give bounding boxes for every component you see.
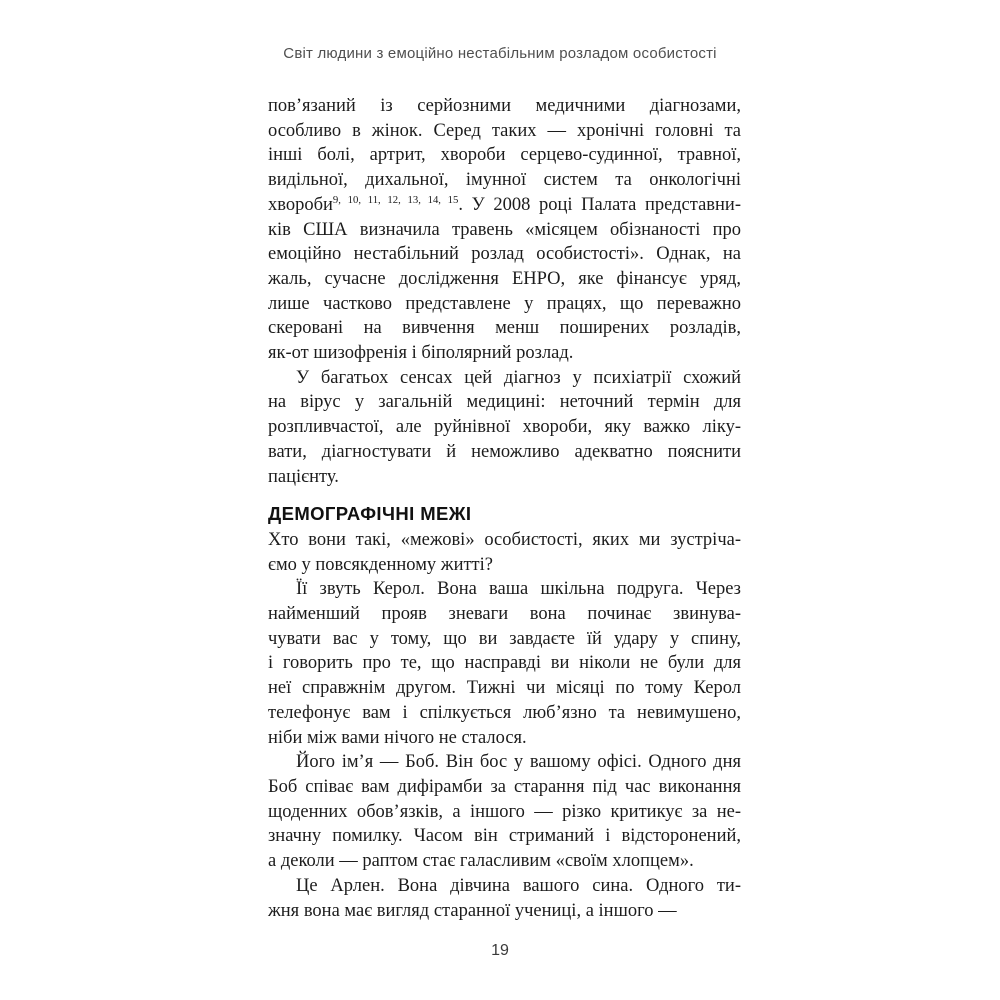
text-line: жаль, сучасне дослідження ЕНРО, яке фінансує уряд, [268,268,741,289]
text-line: Його ім’я — Боб. Він бос у вашому офісі. Одного дня [296,752,741,773]
section-heading: ДЕМОГРАФІЧНІ МЕЖІ [268,503,472,525]
page-number: 19 [491,942,509,959]
text-line: скеровані на вивчення менш поширених розладів, [268,318,741,339]
text-line: емоційно нестабільний розлад особистості». Однак, на [268,244,741,265]
text-line: ємо у повсякденному житті? [268,554,493,575]
text-line: Її звуть Керол. Вона ваша шкільна подруга. Через [296,579,741,600]
text-line: вати, діагностувати й неможливо адекватно пояснити [268,441,741,462]
text-line: особливо в жінок. Серед таких — хронічні головні та [268,120,741,141]
text-line: як-от шизофренія і біполярний розлад. [268,343,574,364]
text-block [268,94,741,923]
text-line: розпливчастої, але руйнівної хвороби, яку важко ліку- [268,417,741,438]
text-line: хвороби$^{9, 10, 11, 12, 13, 14, 15}$. У 2008 році Палата представни- [268,193,741,215]
text-line: інші болі, артрит, хвороби серцево-судинної, травної, [268,145,741,166]
paragraph [268,366,741,490]
text-line: і говорить про те, що насправді ви ніколи не були для [268,653,741,674]
text-line: щоденних обов’язків, а іншого — різко критикує за не- [268,801,741,822]
text-line: Це Арлен. Вона дівчина вашого сина. Одного ти- [296,875,741,896]
text-line: ніби між вами нічого не сталося. [268,727,527,748]
text-line: жня вона має вигляд старанної учениці, а іншого — [268,900,677,921]
text-line: ків США визначила травень «місяцем обізнаності про [268,219,741,240]
text-line: найменший прояв зневаги вона починає звинува- [268,604,741,625]
text-line: У багатьох сенсах цей діагноз у психіатрії схожий [296,367,741,388]
text-line: телефонує вам і спілкується люб’язно та невимушено, [268,702,741,723]
paragraph [268,528,741,577]
paragraph [268,750,741,874]
text-line: а деколи — раптом стає галасливим «своїм хлопцем». [268,851,694,872]
text-line: значну помилку. Часом він стриманий і відсторонений, [268,826,741,847]
text-line: пов’язаний із серйозними медичними діагнозами, [268,96,741,116]
text-line: лише частково представлене у працях, що переважно [268,293,741,314]
text-line: видільної, дихальної, імунної систем та онкологічні [268,170,741,191]
running-header: Світ людини з емоційно нестабільним розладом особистості [283,45,717,62]
text-line: Хто вони такі, «межові» особистості, яких ми зустріча- [268,529,741,550]
text-line: пацієнту. [268,466,339,487]
footnote-refs: 9, 10, 11, 12, 13, 14, 15 [332,193,459,206]
text-line: Боб співає вам дифірамби за старання під час виконання [268,776,741,797]
text-line: чувати вас у тому, що ви завдаєте їй удару у спину, [268,628,741,649]
paragraph [268,577,741,750]
paragraph [268,94,741,366]
text-line: на вірус у загальній медицині: неточний термін для [268,392,741,413]
text-line: неї справжнім другом. Тижні чи місяці по тому Керол [268,678,741,699]
paragraph [268,874,741,923]
